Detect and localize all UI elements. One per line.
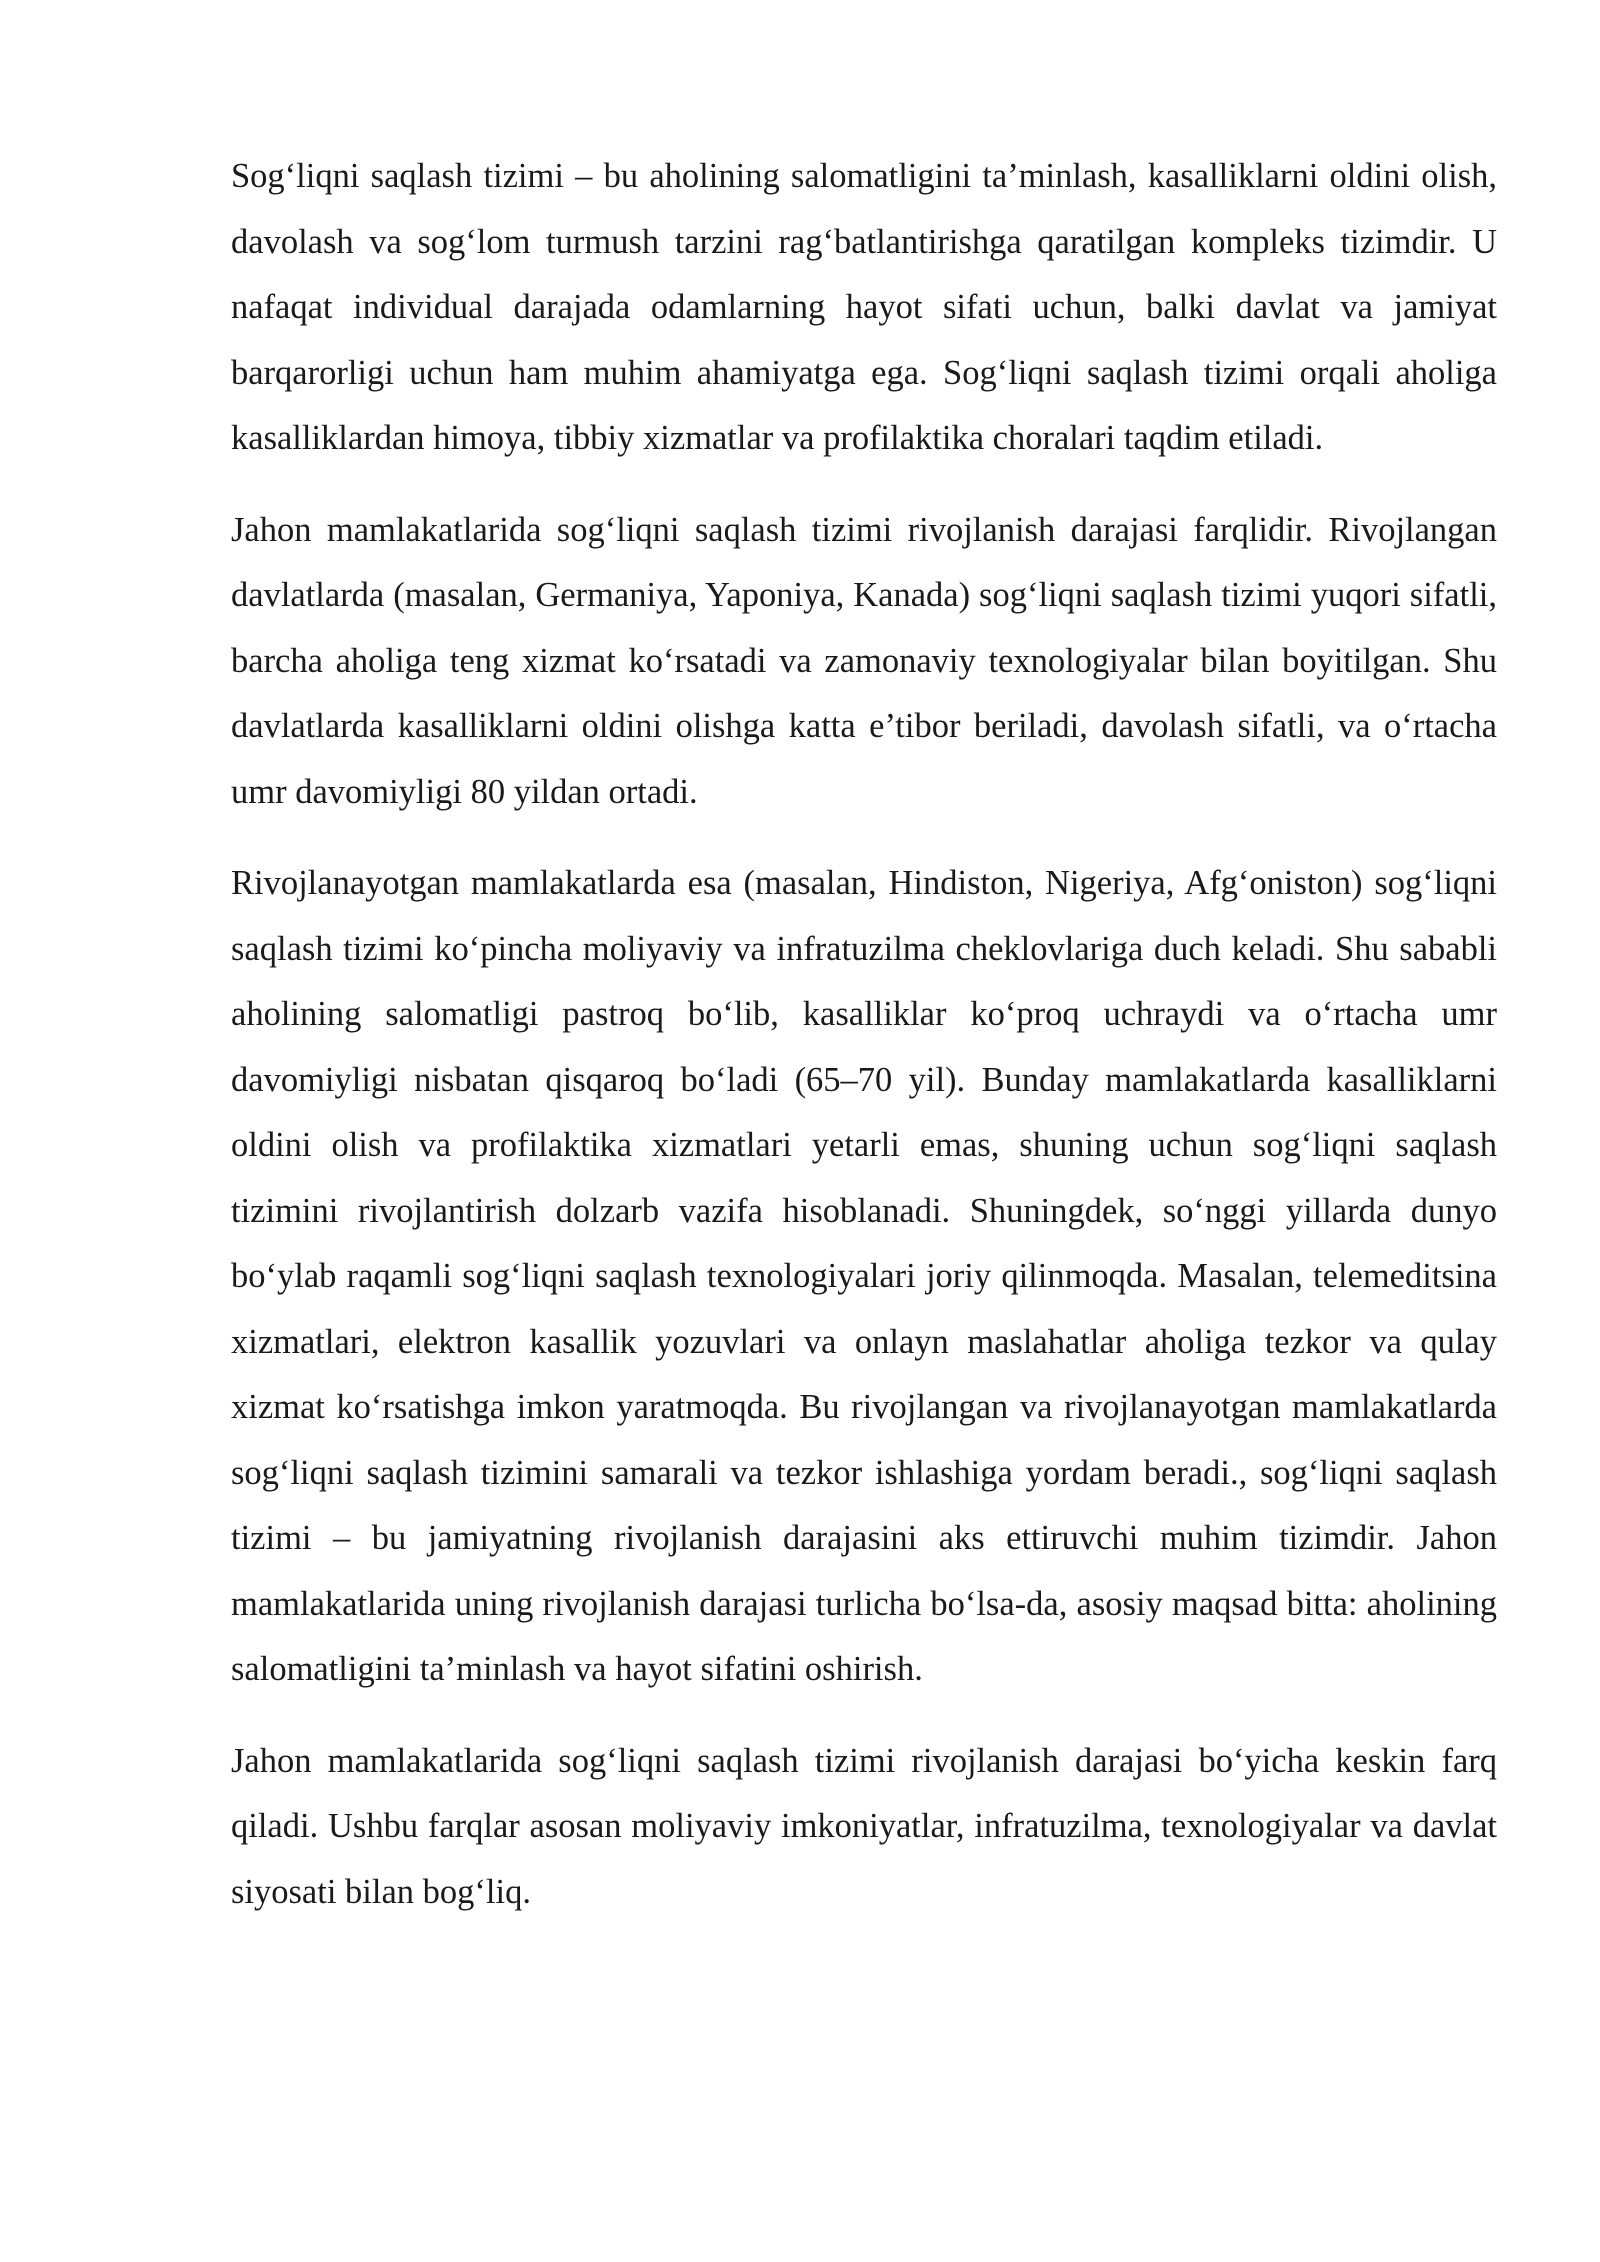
document-body xyxy=(231,144,1497,1951)
paragraph-1: Sog‘liqni saqlash tizimi – bu aholining salomatligini ta’minlash, kasalliklarni oldini olish, davolash va sog‘lom turmush tarzini rag‘batlantirishga qaratilgan kompleks tizimdir. U nafaqat individual darajada odamlarning hayot sifati uchun, balki davlat va jamiyat barqarorligi uchun ham muhim ahamiyatga ega. Sog‘liqni saqlash tizimi orqali aholiga kasalliklardan himoya, tibbiy xizmatlar va profilaktika choralari taqdim etiladi. xyxy=(231,157,1497,457)
paragraph-4: Jahon mamlakatlarida sog‘liqni saqlash tizimi rivojlanish darajasi bo‘yicha keskin farq qiladi. Ushbu farqlar asosan moliyaviy imkoniyatlar, infratuzilma, texnologiyalar va davlat siyosati bilan bog‘liq. xyxy=(231,1741,1497,1911)
paragraph-3: Rivojlanayotgan mamlakatlarda esa (masalan, Hindiston, Nigeriya, Afg‘oniston) sog‘liqni saqlash tizimi ko‘pincha moliyaviy va infratuzilma cheklovlariga duch keladi. Shu sababli aholining salomatligi pastroq bo‘lib, kasalliklar ko‘proq uchraydi va o‘rtacha umr davomiyligi nisbatan qisqaroq bo‘ladi (65–70 yil). Bunday mamlakatlarda kasalliklarni oldini olish va profilaktika xizmatlari yetarli emas, shuning uchun sog‘liqni saqlash tizimini rivojlantirish dolzarb vazifa hisoblanadi. Shuningdek, so‘nggi yillarda dunyo bo‘ylab raqamli sog‘liqni saqlash texnologiyalari joriy qilinmoqda. Masalan, telemeditsina xizmatlari, elektron kasallik yozuvlari va onlayn maslahatlar aholiga tezkor va qulay xizmat ko‘rsatishga imkon yaratmoqda. Bu rivojlangan va rivojlanayotgan mamlakatlarda sog‘liqni saqlash tizimini samarali va tezkor ishlashiga yordam beradi., sog‘liqni saqlash tizimi – bu jamiyatning rivojlanish darajasini aks ettiruvchi muhim tizimdir. Jahon mamlakatlarida uning rivojlanish darajasi turlicha bo‘lsa-da, asosiy maqsad bitta: aholining salomatligini ta’minlash va hayot sifatini oshirish. xyxy=(231,864,1497,1688)
paragraph-2: Jahon mamlakatlarida sog‘liqni saqlash tizimi rivojlanish darajasi farqlidir. Rivojlangan davlatlarda (masalan, Germaniya, Yaponiya, Kanada) sog‘liqni saqlash tizimi yuqori sifatli, barcha aholiga teng xizmat ko‘rsatadi va zamonaviy texnologiyalar bilan boyitilgan. Shu davlatlarda kasalliklarni oldini olishga katta e’tibor beriladi, davolash sifatli, va o‘rtacha umr davomiyligi 80 yildan ortadi. xyxy=(231,510,1497,811)
